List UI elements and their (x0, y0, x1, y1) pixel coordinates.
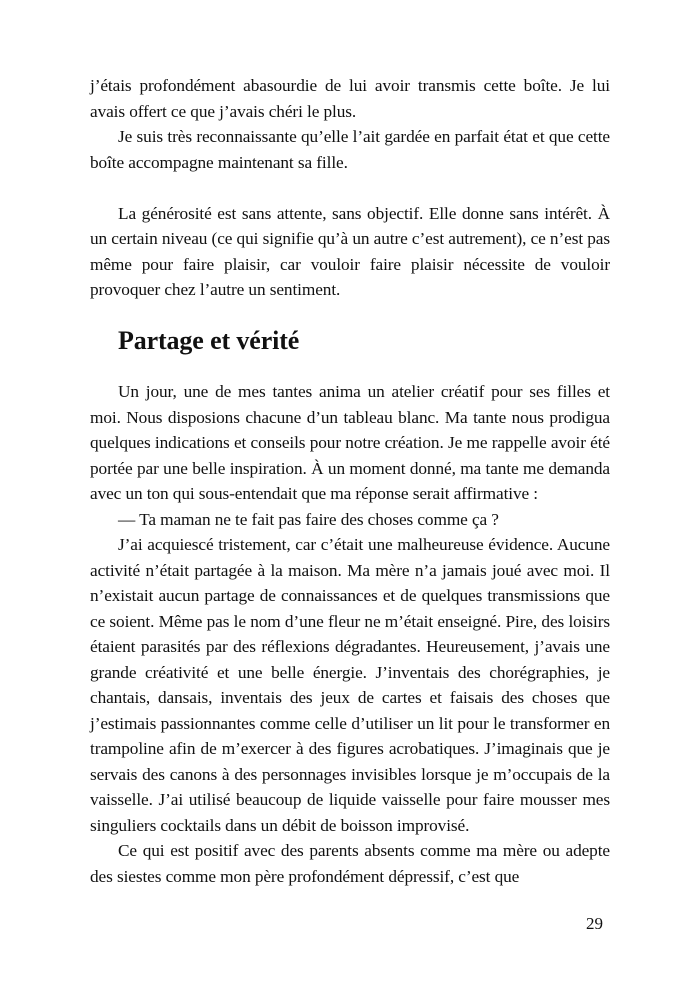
paragraph: j’étais profondément abasourdie de lui avoir transmis cette boîte. Je lui avais offert ce que j’avais chéri le plus. (90, 76, 610, 121)
paragraph-spacer (90, 175, 610, 201)
paragraph: J’ai acquiescé tristement, car c’était une malheureuse évidence. Aucune activité n’était partagée à la maison. Ma mère n’a jamais joué avec moi. Il n’existait aucun partage de connaissances et de quelques transmissions que ce soient. Même pas le nom d’une fleur ne m’était enseigné. Pire, des loisirs étaient parasités par des réflexions dégradantes. Heureusement, j’avais une grande créativité et une belle énergie. J’inventais des chorégraphies, je chantais, dansais, inventais des jeux de cartes et faisais des choses que j’estimais passionnantes comme celle d’utiliser un lit pour le transformer en trampoline afin de m’exercer à des figures acrobatiques. J’imaginais que je servais des canons à des personnages invisibles lorsque je m’occupais de la vaisselle. J’ai utilisé beaucoup de liquide vaisselle pour faire mousser mes singuliers cocktails dans un débit de boisson improvisé. (90, 535, 610, 835)
section-heading: Partage et vérité (118, 326, 300, 355)
paragraph: La générosité est sans attente, sans objectif. Elle donne sans intérêt. À un certain niveau (ce qui signifie qu’à un autre c’est autrement), ce n’est pas même pour faire plaisir, car vouloir faire plaisir nécessite de vouloir provoquer chez l’autre un sentiment. (90, 203, 610, 299)
paragraph: Ce qui est positif avec des parents absents comme ma mère ou adepte des siestes comme mon père profondément dépressif, c’est que (90, 841, 610, 886)
dialogue-line: — Ta maman ne te fait pas faire des choses comme ça ? (118, 509, 499, 529)
paragraph: Un jour, une de mes tantes anima un atelier créatif pour ses filles et moi. Nous disposions chacune d’un tableau blanc. Ma tante nous prodigua quelques indications et conseils pour notre création. Je me rappelle avoir été portée par une belle inspiration. À un moment donné, ma tante me demanda avec un ton qui sous-entendait que ma réponse serait affirmative : (90, 382, 610, 503)
page-number: 29 (586, 914, 603, 933)
body-text (90, 73, 610, 889)
paragraph-spacer (90, 303, 610, 329)
paragraph-spacer (90, 354, 610, 380)
paragraph: Je suis très reconnaissante qu’elle l’ait gardée en parfait état et que cette boîte accompagne maintenant sa fille. (90, 127, 610, 172)
